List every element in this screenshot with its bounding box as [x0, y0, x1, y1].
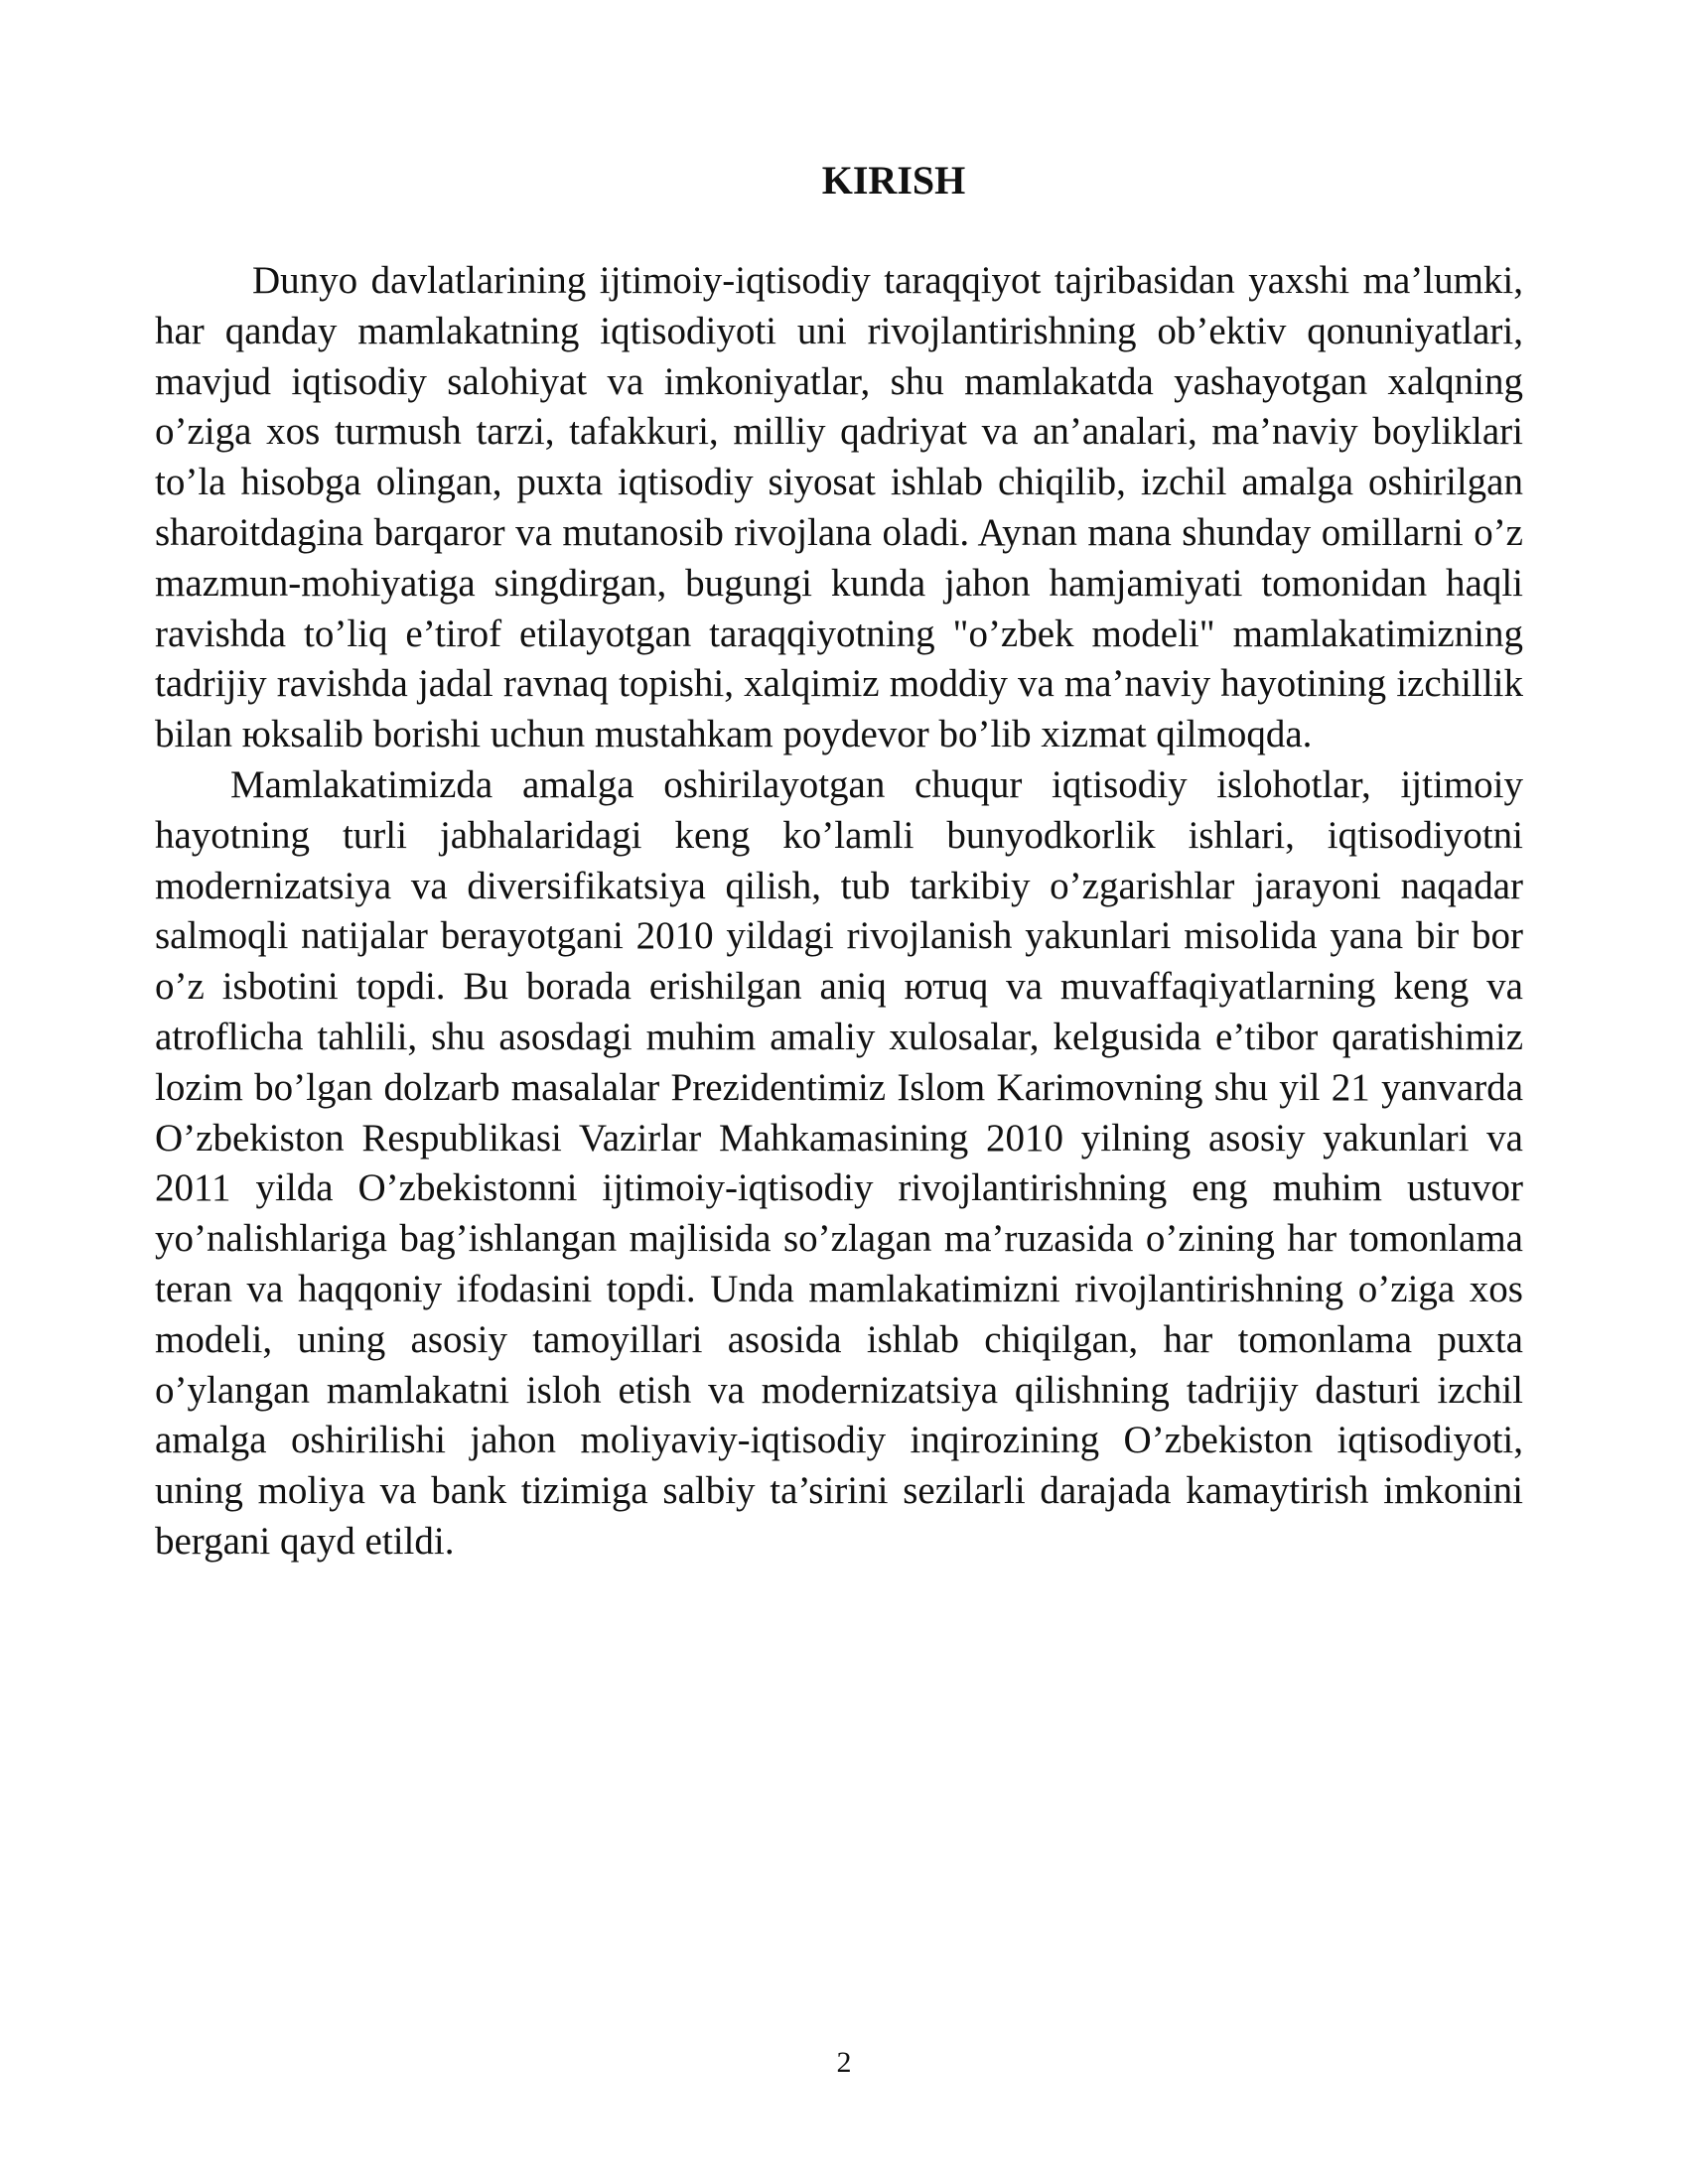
page-number: 2: [836, 2046, 852, 2079]
paragraph-2: Mamlakatimizda amalga oshirilayotgan chuqur iqtisodiy islohotlar, ijtimoiy hayotning turli jabhalaridagi keng ko’lamli bunyodkorlik ishlari, iqtisodiyotni modernizatsiya va diversifikatsiya qilish, tub tarkibiy o’zgarishlar jarayoni naqadar salmoqli natijalar berayotgani 2010 yildagi rivojlanish yakunlari misolida yana bir bor o’z isbotini topdi. Bu borada erishilgan aniq ютuq va muvaffaqiyatlarning keng va atroflicha tahlili, shu asosdagi muhim amaliy xulosalar, kelgusida e’tibor qaratishimiz lozim bo’lgan dolzarb masalalar Prezidentimiz Islom Karimovning shu yil 21 yanvarda O’zbekiston Respublikasi Vazirlar Mahkamasining 2010 yilning asosiy yakunlari va 2011 yilda O’zbekistonni ijtimoiy-iqtisodiy rivojlantirishning eng muhim ustuvor yo’nalishlariga bag’ishlangan majlisida so’zlagan ma’ruzasida o’zining har tomonlama teran va haqqoniy ifodasini topdi. Unda mamlakatimizni rivojlantirishning o’ziga xos modeli, uning asosiy tamoyillari asosida ishlab chiqilgan, har tomonlama puxta o’ylangan mamlakatni isloh etish va modernizatsiya qilishning tadrijiy dasturi izchil amalga oshirilishi jahon moliyaviy-iqtisodiy inqirozining O’zbekiston iqtisodiyoti, uning moliya va bank tizimiga salbiy ta’sirini sezilarli darajada kamaytirish imkonini bergani qayd etildi.: [155, 762, 1523, 1563]
paragraph-1: Dunyo davlatlarining ijtimoiy-iqtisodiy taraqqiyot tajribasidan yaxshi ma’lumki, har qanday mamlakatning iqtisodiyoti uni rivojlantirishning ob’ektiv qonuniyatlari, mavjud iqtisodiy salohiyat va imkoniyatlar, shu mamlakatda yashayotgan xalqning o’ziga xos turmush tarzi, tafakkuri, milliy qadriyat va an’analari, ma’naviy boyliklari to’la hisobga olingan, puxta iqtisodiy siyosat ishlab chiqilib, izchil amalga oshirilgan sharoitdagina barqaror va mutanosib rivojlana oladi. Aynan mana shunday omillarni o’z mazmun-mohiyatiga singdirgan, bugungi kunda jahon hamjamiyati tomonidan haqli ravishda to’liq e’tirof etilayotgan taraqqiyotning "o’zbek modeli" mamlakatimizning tadrijiy ravishda jadal ravnaq topishi, xalqimiz moddiy va ma’naviy hayotining izchillik bilan юksalib borishi uchun mustahkam poydevor bo’lib xizmat qilmoqda.: [155, 259, 1523, 756]
page-title: KIRISH: [821, 158, 966, 203]
body-text: [155, 256, 1523, 1568]
